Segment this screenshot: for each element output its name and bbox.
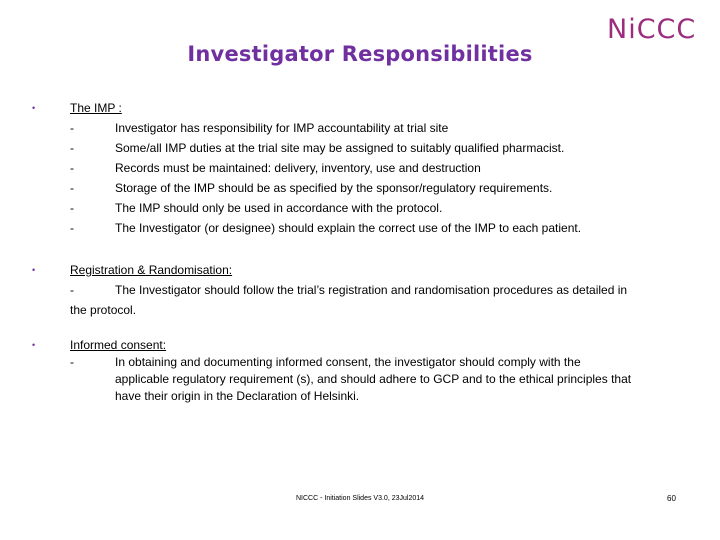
section-text-line: have their origin in the Declaration of Helsinki. [115,389,360,403]
section-registration [32,260,690,320]
dash-marker: - [70,121,74,135]
section-imp [32,98,690,238]
section-text-line: applicable regulatory requirement (s), and should adhere to GCP and to the ethical principles that [115,372,632,386]
section-text-line: The Investigator should follow the trial’s registration and randomisation procedures as detailed in [115,283,628,297]
list-item [70,198,690,218]
list-item-text: The IMP should only be used in accordance with the protocol. [115,201,443,215]
list-item [70,178,690,198]
list-item-text: The Investigator (or designee) should explain the correct use of the IMP to each patient. [115,221,582,235]
dash-marker: - [70,161,74,175]
page-number: 60 [667,494,676,503]
niccc-logo: NiCCC [607,14,697,45]
footer-text: NICCC - Initiation Slides V3.0, 23Jul2014 [296,495,425,502]
list-item-text: Some/all IMP duties at the trial site may be assigned to suitably qualified pharmacist. [115,141,565,155]
section-heading: The IMP : [70,101,122,115]
section-heading: Registration & Randomisation: [70,263,233,277]
dash-marker: - [70,221,74,235]
list-item-text: Storage of the IMP should be as specified by the sponsor/regulatory requirements. [115,181,553,195]
list-item [70,138,690,158]
slide-title: Investigator Responsibilities [187,42,533,66]
list-item [70,118,690,138]
list-item [70,218,690,238]
bullet-icon: • [32,340,36,350]
dash-marker: - [70,283,74,297]
dash-marker: - [70,355,74,369]
list-item [70,158,690,178]
section-text-line: In obtaining and documenting informed consent, the investigator should comply with the [115,355,581,369]
section-text [70,280,690,300]
dash-marker: - [70,201,74,215]
bullet-icon: • [32,265,36,275]
dash-marker: - [70,181,74,195]
list-item-text: Records must be maintained: delivery, inventory, use and destruction [115,161,481,175]
bullet-icon: • [32,103,36,113]
list-item-text: Investigator has responsibility for IMP accountability at trial site [115,121,449,135]
section-heading: Informed consent: [70,338,167,352]
section-text-line: the protocol. [70,303,137,317]
dash-marker: - [70,141,74,155]
section-consent [32,337,690,405]
section-text [70,354,690,371]
